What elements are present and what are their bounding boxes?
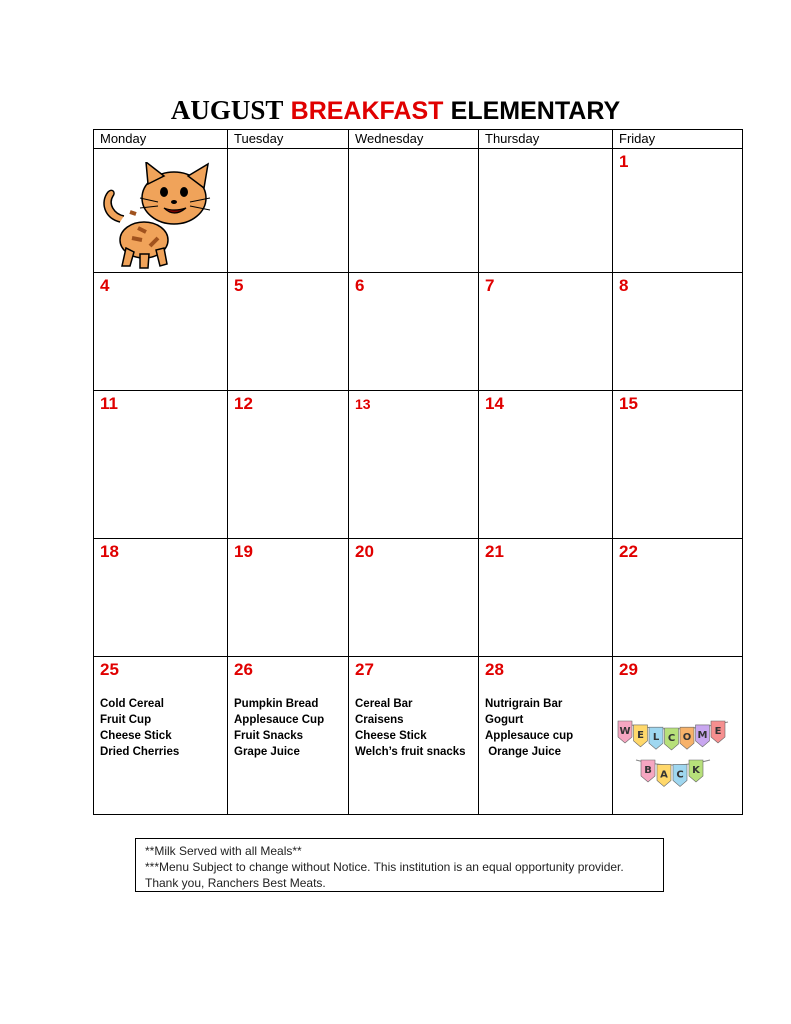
day-cell (479, 149, 613, 273)
week-row-4 (94, 539, 743, 657)
banner-letter: A (660, 769, 668, 781)
day-number: 28 (485, 660, 504, 679)
day-cell (228, 273, 349, 391)
menu-item: Gogurt (485, 714, 524, 726)
day-cell (94, 273, 228, 391)
menu-item: Pumpkin Bread (234, 698, 319, 710)
day-cell (479, 539, 613, 657)
title-month: AUGUST (170, 95, 284, 125)
notice-milk: **Milk Served with all Meals** (145, 844, 302, 858)
day-number: 29 (619, 660, 638, 679)
notice-box (135, 838, 664, 892)
day-number: 11 (100, 394, 118, 413)
day-cell (349, 657, 479, 815)
banner-flag (711, 721, 725, 743)
day-cell (228, 657, 349, 815)
day-number: 8 (619, 276, 629, 295)
day-cell (613, 539, 743, 657)
menu-item: Orange Juice (485, 746, 562, 758)
notice-disclaimer: ***Menu Subject to change without Notice. This institution is an equal opportunity provider. Thank you, Ranchers Best Meats. (145, 860, 624, 890)
day-cell (349, 539, 479, 657)
menu-item: Applesauce Cup (234, 714, 325, 726)
banner-letter: B (644, 765, 652, 776)
day-number: 13 (355, 396, 371, 412)
banner-flag (696, 725, 710, 747)
banner-letter: O (682, 732, 692, 744)
day-number: 1 (619, 152, 629, 171)
menu-list (349, 696, 478, 760)
banner-letter: E (637, 729, 644, 741)
banner-flag (689, 760, 703, 782)
day-number: 14 (485, 394, 504, 413)
weekday-wednesday: Wednesday (349, 130, 479, 149)
day-number: 7 (485, 276, 495, 295)
day-number: 15 (619, 394, 638, 413)
week-row-2 (94, 273, 743, 391)
menu-item: Cheese Stick (100, 730, 172, 742)
menu-list (228, 696, 348, 760)
banner-flag (665, 728, 679, 750)
banner-flag (673, 764, 687, 786)
day-number: 5 (234, 276, 244, 295)
title-school: ELEMENTARY (450, 97, 621, 125)
banner-letter: W (619, 726, 631, 737)
menu-item: Fruit Cup (100, 714, 152, 726)
day-cell (479, 391, 613, 539)
weekday-header-row (94, 130, 743, 149)
day-cell (349, 149, 479, 273)
day-number: 20 (355, 542, 374, 561)
day-number: 4 (100, 276, 110, 295)
cat-illustration (100, 162, 222, 274)
day-cell (349, 273, 479, 391)
banner-letter: E (714, 726, 722, 737)
day-number: 12 (234, 394, 253, 413)
menu-item: Cold Cereal (100, 698, 164, 710)
banner-letter: M (697, 729, 708, 741)
day-cell (349, 391, 479, 539)
banner-letter: C (676, 769, 684, 781)
day-number: 6 (355, 276, 365, 295)
banner-flag (657, 764, 671, 786)
banner-flag (634, 725, 648, 747)
banner-flag (641, 760, 655, 782)
day-cell (228, 539, 349, 657)
day-number: 22 (619, 542, 638, 561)
banner-flag (680, 727, 694, 749)
weekday-friday: Friday (613, 130, 743, 149)
weekday-tuesday: Tuesday (228, 130, 349, 149)
menu-item: Applesauce cup (485, 730, 574, 742)
banner-letter: K (692, 765, 700, 776)
menu-item: Fruit Snacks (234, 730, 304, 742)
day-cell (479, 657, 613, 815)
day-cell (228, 391, 349, 539)
day-number: 18 (100, 542, 119, 561)
menu-item: Dried Cherries (100, 746, 180, 758)
menu-item: Cereal Bar (355, 698, 413, 710)
day-cell (228, 149, 349, 273)
banner-letter: C (667, 733, 676, 744)
menu-item: Cheese Stick (355, 730, 427, 742)
banner-flag (649, 727, 663, 749)
banner-flag (618, 721, 632, 743)
page-title (0, 93, 791, 128)
weekday-monday: Monday (94, 130, 228, 149)
day-number: 19 (234, 542, 253, 561)
menu-list (94, 696, 227, 760)
day-cell (94, 539, 228, 657)
day-cell (613, 273, 743, 391)
menu-item: Grape Juice (234, 746, 300, 758)
welcome-back-banner (616, 716, 730, 790)
day-cell (94, 657, 228, 815)
menu-list (479, 696, 612, 760)
week-row-3 (94, 391, 743, 539)
day-cell (613, 391, 743, 539)
menu-item: Nutrigrain Bar (485, 698, 563, 710)
day-number: 25 (100, 660, 119, 679)
day-cell (479, 273, 613, 391)
day-number: 27 (355, 660, 374, 679)
menu-item: Welch’s fruit snacks (355, 746, 466, 758)
menu-item: Craisens (355, 714, 404, 726)
day-number: 26 (234, 660, 253, 679)
banner-letter: L (652, 732, 660, 744)
day-cell (94, 391, 228, 539)
day-number: 21 (485, 542, 504, 561)
title-meal: BREAKFAST (290, 97, 444, 125)
day-cell (613, 149, 743, 273)
weekday-thursday: Thursday (479, 130, 613, 149)
